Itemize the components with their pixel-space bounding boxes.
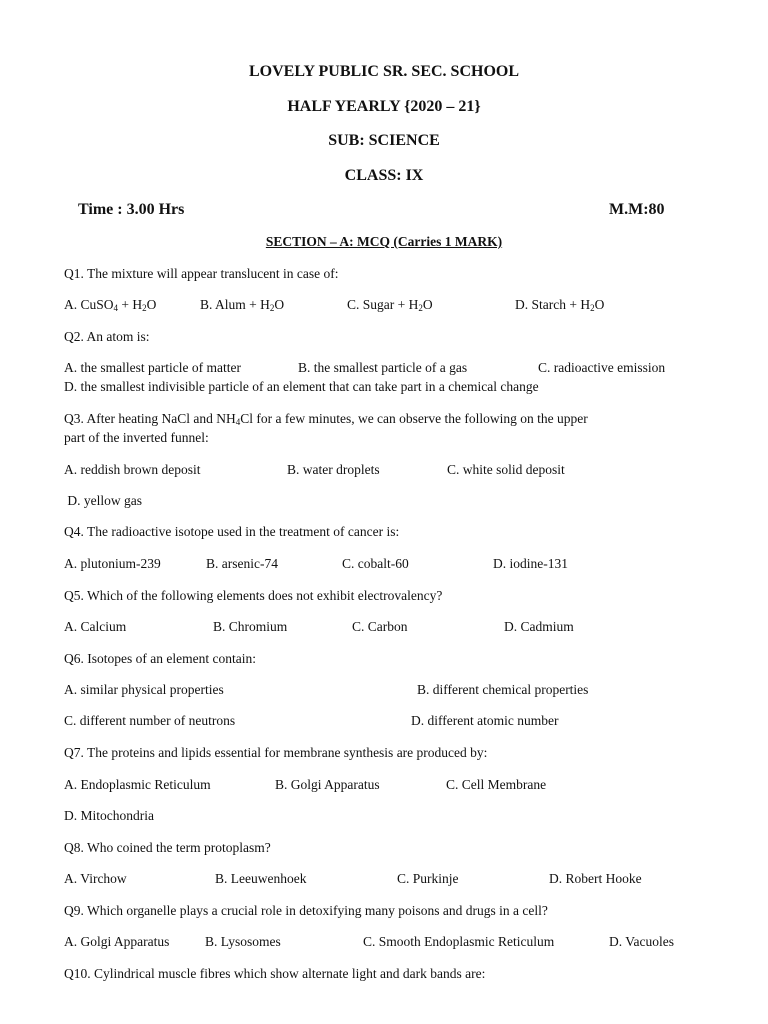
option-c: C. radioactive emission [538, 360, 666, 375]
time-label: Time : 3.00 Hrs [78, 201, 185, 218]
option-d: D. yellow gas [64, 493, 142, 508]
school-name: LOVELY PUBLIC SR. SEC. SCHOOL [249, 63, 519, 80]
option-b: B. water droplets [287, 462, 380, 477]
option-a: A. similar physical properties [64, 682, 224, 697]
option-c: C. white solid deposit [447, 462, 565, 477]
exam-title: HALF YEARLY {2020 – 21} [287, 98, 481, 115]
option-a: A. plutonium-239 [64, 556, 161, 571]
option-c: C. Cell Membrane [446, 777, 547, 792]
option-b: B. Leeuwenhoek [215, 871, 307, 886]
option-b: B. arsenic-74 [206, 556, 278, 571]
option-b: B. Chromium [213, 619, 288, 634]
max-marks: M.M:80 [609, 201, 665, 218]
option-c: C. Sugar + $H_2O$ [347, 297, 433, 313]
option-d: D. Mitochondria [64, 808, 154, 823]
option-d: D. Robert Hooke [549, 871, 642, 886]
option-c: C. different number of neutrons [64, 713, 236, 728]
option-a: A. the smallest particle of matter [64, 360, 241, 375]
subject: SUB: SCIENCE [328, 132, 440, 149]
option-a: A. Calcium [64, 619, 127, 634]
option-a: A. reddish brown deposit [64, 462, 201, 477]
option-c: C. Purkinje [397, 871, 459, 886]
option-d: D. Cadmium [504, 619, 574, 634]
option-b: B. Alum + $H_2O$ [200, 297, 285, 313]
option-d: D. the smallest indivisible particle of an element that can take part in a chemical change [64, 379, 539, 394]
option-a: A. Virchow [64, 871, 127, 886]
option-d: D. different atomic number [411, 713, 559, 728]
option-d: D. iodine-131 [493, 556, 568, 571]
option-b: B. the smallest particle of a gas [298, 360, 468, 375]
option-c: C. Smooth Endoplasmic Reticulum [363, 934, 555, 949]
option-d: D. Vacuoles [609, 934, 674, 949]
class-label: CLASS: IX [344, 167, 424, 184]
option-a: A. CuSO$_4$ + $H_2O$ [64, 297, 157, 313]
option-b: B. different chemical properties [417, 682, 589, 697]
option-b: B. Lysosomes [205, 934, 281, 949]
option-c: C. cobalt-60 [342, 556, 409, 571]
option-b: B. Golgi Apparatus [275, 777, 380, 792]
section-a-heading: SECTION – A: MCQ (Carries 1 MARK) [265, 234, 503, 249]
exam-page: LOVELY PUBLIC SR. SEC. SCHOOL HALF YEARLY {2020 – 21} SUB: SCIENCE CLASS: IX Time : 3.00 Hrs M.M:80 SECTION – A: MCQ (Carries 1 MARK) Q1. The mixture will appear translucent in case of: A. CuSO$_4$ + $H_2O$ B. Alum + $H_2O$ C. Sugar + $H_2O$ D. Starch + $H_2O$ Q2. An atom is: A. the smallest particle of matter B. the smallest particle of a gas C. radioactive emission D. the smallest indivisible particle of an element that can take part in a chemical change Q3. After heating NaCl and $NH_4Cl$ for a few minutes, we can observe the following on the upper part of the inverted funnel: A. reddish brown deposit B. water droplets C. white solid deposit D. yellow gas Q4. The radioactive isotope used in the treatment of cancer is: A. plutonium-239 B. arsenic-74 C. cobalt-60 D. iodine-131 Q5. Which of the following elements does not exhibit electrovalency? A. Calcium B. Chromium C. Carbon D. Cadmium Q6. Isotopes of an element contain: A. similar physical properties B. different chemical properties C. different number of neutrons D. different atomic number Q7. The proteins and lipids essential for membrane synthesis are produced by: A. Endoplasmic Reticulum B. Golgi Apparatus C. Cell Membrane D. Mitochondria Q8. Who coined the term protoplasm? A. Virchow B. Leeuwenhoek C. Purkinje D. Robert Hooke Q9. Which organelle plays a crucial role in detoxifying many poisons and drugs in a cell? A. Golgi Apparatus B. Lysosomes C. Smooth Endoplasmic Reticulum D. Vacuoles Q10. Cylindrical muscle fibres which show alternate light and dark bands are: [0, 0, 768, 1024]
option-a: A. Golgi Apparatus [64, 934, 170, 949]
option-a: A. Endoplasmic Reticulum [64, 777, 211, 792]
option-c: C. Carbon [352, 619, 408, 634]
option-d: D. Starch + $H_2O$ [515, 297, 605, 313]
